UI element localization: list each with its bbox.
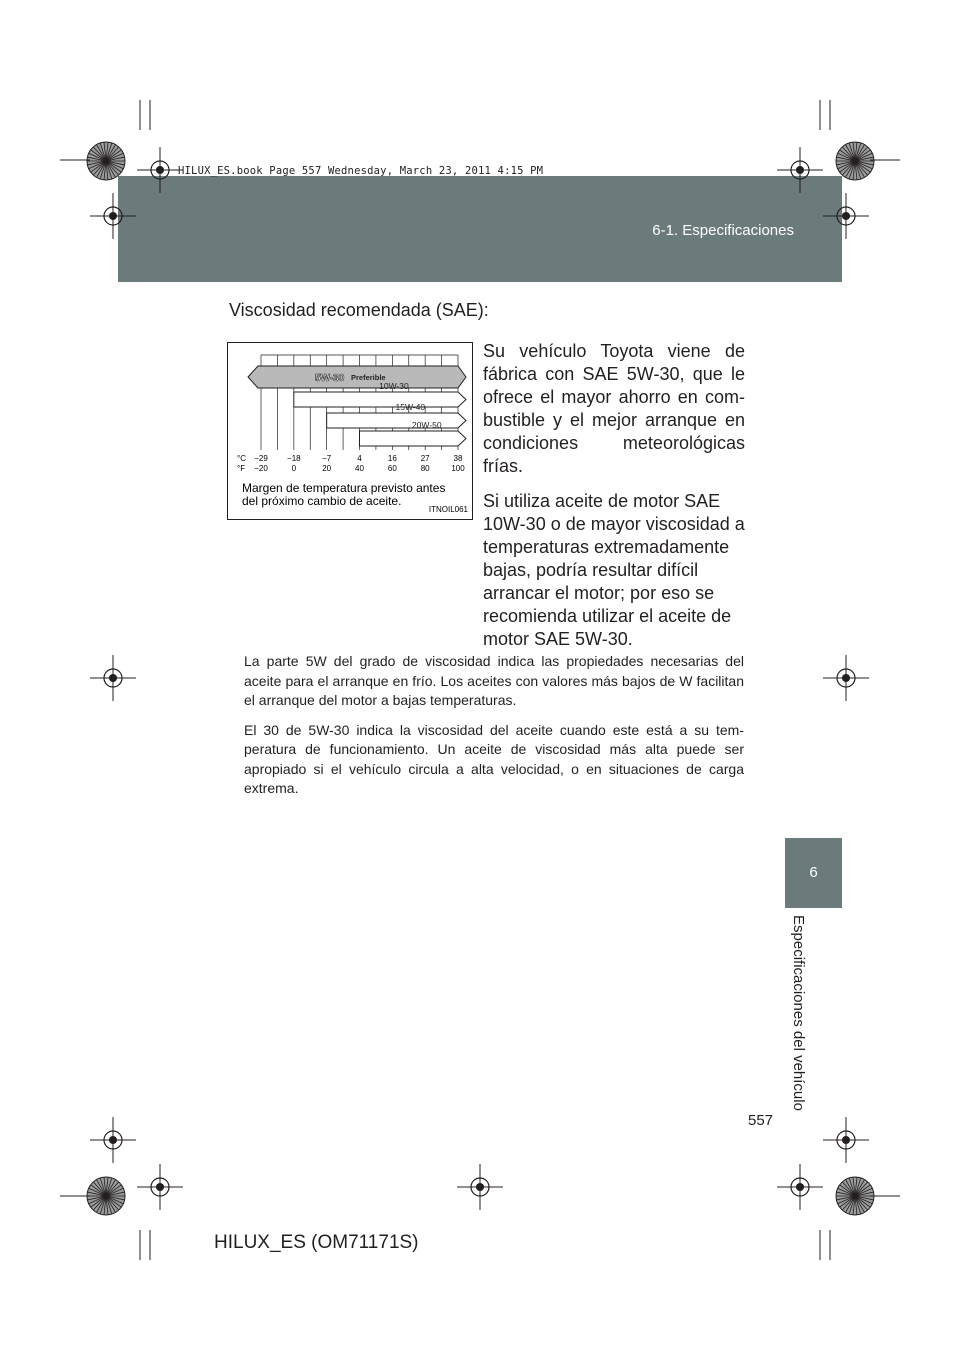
- section-title: 6-1. Especificaciones: [652, 222, 794, 239]
- fahrenheit-tick: 60: [387, 464, 397, 473]
- page-number: 557: [748, 1112, 774, 1129]
- figure-id: ITNOIL061: [428, 505, 468, 514]
- celsius-tick: 16: [387, 454, 397, 463]
- grade-preferred-label: Preferible: [351, 373, 386, 382]
- fahrenheit-tick: 80: [420, 464, 430, 473]
- celsius-tick: −18: [287, 454, 301, 463]
- celsius-tick: −7: [322, 454, 332, 463]
- fahrenheit-tick: 0: [291, 464, 297, 473]
- fahrenheit-tick: 20: [322, 464, 332, 473]
- celsius-tick: 38: [453, 454, 463, 463]
- fahrenheit-tick: 100: [451, 464, 465, 473]
- chapter-title: Especificaciones del vehículo: [790, 915, 807, 1111]
- figure-caption-line1: Margen de temperatura previsto antes: [242, 481, 446, 495]
- figure-caption-line2: del próximo cambio de aceite.: [242, 494, 402, 508]
- chapter-tab[interactable]: 6: [785, 838, 842, 908]
- intro-heading: Viscosidad recomendada (SAE):: [229, 300, 489, 320]
- fahrenheit-tick: −20: [254, 464, 268, 473]
- grade-label-5w-30: 5W-30: [315, 373, 345, 384]
- footer-code: HILUX_ES (OM71171S): [214, 1232, 419, 1253]
- celsius-tick: 27: [420, 454, 430, 463]
- fahrenheit-tick: 40: [355, 464, 364, 473]
- celsius-unit: °C: [237, 454, 246, 463]
- note-cold-start: La parte 5W del grado de viscosidad indica las propiedades necesarias del aceite para el arranque en frío. Los aceites con valores más bajos de W facilitan el arranque del motor a bajas temperaturas.: [244, 653, 744, 708]
- paragraph-high-viscosity: Si utiliza aceite de motor SAE 10W-30 o de mayor viscosidad a temperaturas extremadamente bajas, podría resultar difícil arrancar el motor; por eso se recomienda utilizar el aceite de motor SAE 5W-30.: [483, 491, 745, 649]
- paragraph-factory-oil: Su vehículo Toyota viene de fábrica con SAE 5W-30, que le ofrece el mayor ahorro en com-bustible y el mejor arranque en condiciones meteorológicas frías.: [483, 341, 745, 476]
- celsius-tick: 4: [357, 454, 362, 463]
- grade-label-15w-40: 15W-40: [395, 402, 426, 412]
- note-operating-viscosity: El 30 de 5W-30 indica la viscosidad del aceite cuando este está a su tem-peratura de funcionamiento. Un aceite de viscosidad más alta puede ser apropiado si el vehículo circula a alta velocidad, o en situaciones de carga extrema.: [244, 721, 744, 796]
- fahrenheit-unit: °F: [237, 464, 246, 473]
- grade-label-10w-30: 10W-30: [379, 381, 409, 391]
- grade-label-20w-50: 20W-50: [411, 420, 442, 430]
- celsius-tick: −29: [254, 454, 268, 463]
- book-stamp: HILUX_ES.book Page 557 Wednesday, March 23, 2011 4:15 PM: [178, 165, 544, 177]
